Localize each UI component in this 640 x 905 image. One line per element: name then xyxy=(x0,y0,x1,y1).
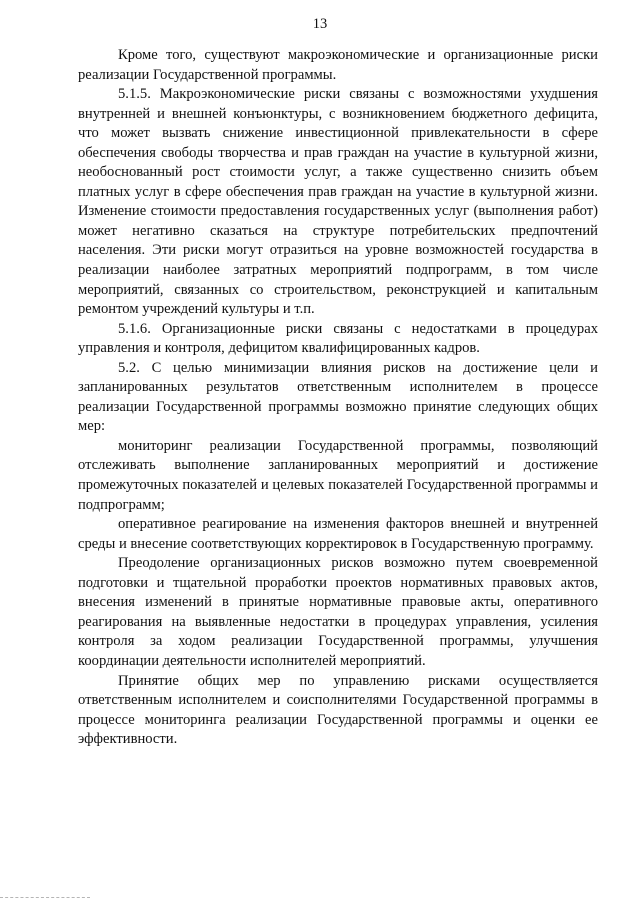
paragraph-risk-minimization: 5.2. С целью минимизации влияния рисков на достижение цели и запланированных результатов ответственным исполнителем в процессе реализации Государственной программы возможно принятие следующих общих мер: xyxy=(78,359,598,435)
paragraph-measure-response: оперативное реагирование на изменения факторов внешней и внутренней среды и внесение соответствующих корректировок в Государственную программу. xyxy=(78,516,598,552)
document-body xyxy=(78,46,598,750)
footer-dashed-line xyxy=(0,897,90,898)
page-number: 13 xyxy=(312,16,328,32)
paragraph-risk-management: Принятие общих мер по управлению рисками осуществляется ответственным исполнителем и соисполнителями Государственной программы в процессе мониторинга реализации Государственной программы и оценки ее эффективности. xyxy=(78,672,598,748)
paragraph-overcoming-risks: Преодоление организационных рисков возможно путем своевременной подготовки и тщательной проработки проектов нормативных правовых актов, внесения изменений в принятые нормативные правовые акты, оперативного реагирования на выявленные недостатки в процедурах управления, усиления контроля за ходом реализации Государственной программы, улучшения координации деятельности исполнителей мероприятий. xyxy=(78,555,598,669)
paragraph-organizational-risks: 5.1.6. Организационные риски связаны с недостатками в процедурах управления и контроля, дефицитом квалифицированных кадров. xyxy=(78,320,598,357)
paragraph-measure-monitoring: мониторинг реализации Государственной программы, позволяющий отслеживать выполнение запланированных мероприятий и достижение промежуточных показателей и целевых показателей Государственной программы и подпрограмм; xyxy=(78,437,598,513)
paragraph-macroeconomic-risks: 5.1.5. Макроэкономические риски связаны с возможностями ухудшения внутренней и внешней конъюнктуры, с возникновением бюджетного дефицита, что может вызвать снижение инвестиционной привлекательности в сфере обеспечения свободы творчества и прав граждан на участие в культурной жизни, необоснованный рост стоимости услуг, а также существенно снизить объем платных услуг в сфере обеспечения прав граждан на участие в культурной жизни. Изменение стоимости предоставления государственных услуг (выполнения работ) может негативно сказаться на структуре потребительских предпочтений населения. Эти риски могут отразиться на уровне возможностей государства в реализации наиболее затратных мероприятий подпрограмм, в том числе мероприятий, связанных со строительством, реконструкцией и капитальным ремонтом учреждений культуры и т.п. xyxy=(78,86,598,318)
paragraph-risks-intro: Кроме того, существуют макроэкономические и организационные риски реализации Государственной программы. xyxy=(78,47,598,83)
